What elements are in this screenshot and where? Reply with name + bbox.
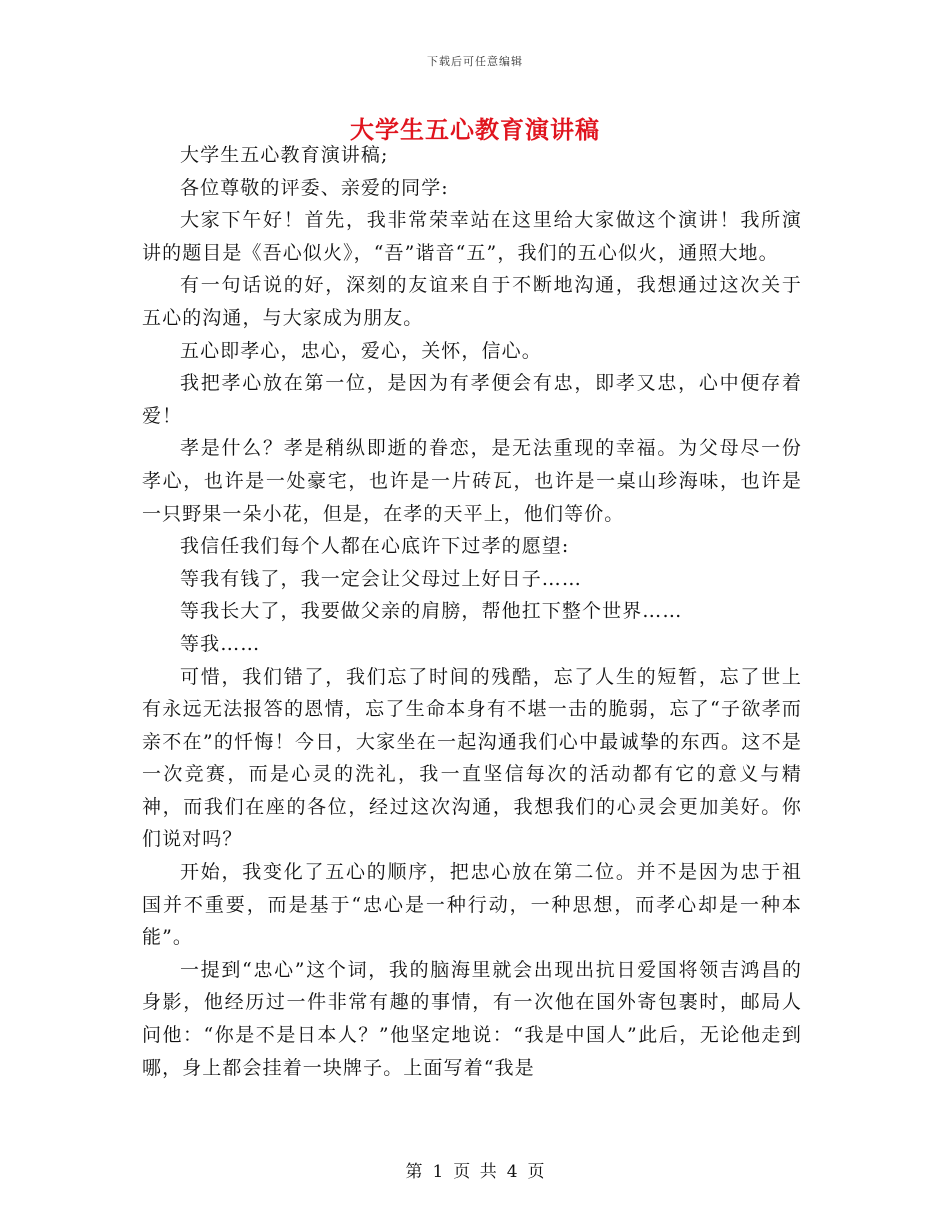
paragraph: 一提到“忠心”这个词，我的脑海里就会出现出抗日爱国将领吉鸿昌的身影，他经历过一件非常有趣的事情，有一次他在国外寄包裹时，邮局人问他：“你是不是日本人？”他坚定地说：“我是中国人”此后，无论他走到哪，身上都会挂着一块牌子。上面写着“我是	[142, 958, 802, 1079]
paragraph: 大家下午好！首先，我非常荣幸站在这里给大家做这个演讲！我所演讲的题目是《吾心似火》，“吾”谐音“五”，我们的五心似火，通照大地。	[142, 209, 802, 264]
paragraph: 有一句话说的好，深刻的友谊来自于不断地沟通，我想通过这次关于五心的沟通，与大家成为朋友。	[142, 274, 802, 329]
paragraph: 各位尊敬的评委、亲爱的同学:	[180, 176, 449, 199]
page-label-prefix: 第	[405, 1162, 423, 1182]
paragraph: 我信任我们每个人都在心底许下过孝的愿望:	[180, 535, 570, 558]
document-title: 大学生五心教育演讲稿	[350, 115, 600, 144]
paragraph: 孝是什么？孝是稍纵即逝的眷恋，是无法重现的幸福。为父母尽一份孝心，也许是一处豪宅，也许是一片砖瓦，也许是一桌山珍海味，也许是一只野果一朵小花，但是，在孝的天平上，他们等价。	[142, 437, 802, 525]
page-header: 下载后可任意编辑	[427, 55, 523, 68]
paragraph: 五心即孝心，忠心，爱心，关怀，信心。	[180, 339, 542, 362]
paragraph: 等我有钱了，我一定会让父母过上好日子……	[180, 567, 583, 590]
document-body	[142, 139, 802, 1084]
page-label-mid: 页 共	[453, 1162, 497, 1182]
paragraph: 我把孝心放在第一位，是因为有孝便会有忠，即孝又忠，心中便存着爱！	[142, 372, 802, 427]
paragraph: 大学生五心教育演讲稿;	[180, 144, 389, 166]
paragraph: 可惜，我们错了，我们忘了时间的残酷，忘了人生的短暂，忘了世上有永远无法报答的恩情，忘了生命本身有不堪一击的脆弱，忘了“子欲孝而亲不在”的忏悔！今日，大家坐在一起沟通我们心中最诚挚的东西。这不是一次竞赛，而是心灵的洗礼，我一直坚信每次的活动都有它的意义与精神，而我们在座的各位，经过这次沟通，我想我们的心灵会更加美好。你们说对吗？	[142, 665, 802, 851]
paragraph: 等我长大了，我要做父亲的肩膀，帮他扛下整个世界……	[180, 600, 683, 623]
page-footer	[0, 1157, 950, 1182]
paragraph: 等我……	[180, 632, 261, 655]
paragraph: 开始，我变化了五心的顺序，把忠心放在第二位。并不是因为忠于祖国并不重要，而是基于“忠心是一种行动，一种思想，而孝心却是一种本能”。	[142, 861, 802, 949]
page-label-suffix: 页	[527, 1162, 545, 1182]
page-number: 1	[432, 1162, 444, 1182]
total-pages: 4	[506, 1162, 518, 1182]
